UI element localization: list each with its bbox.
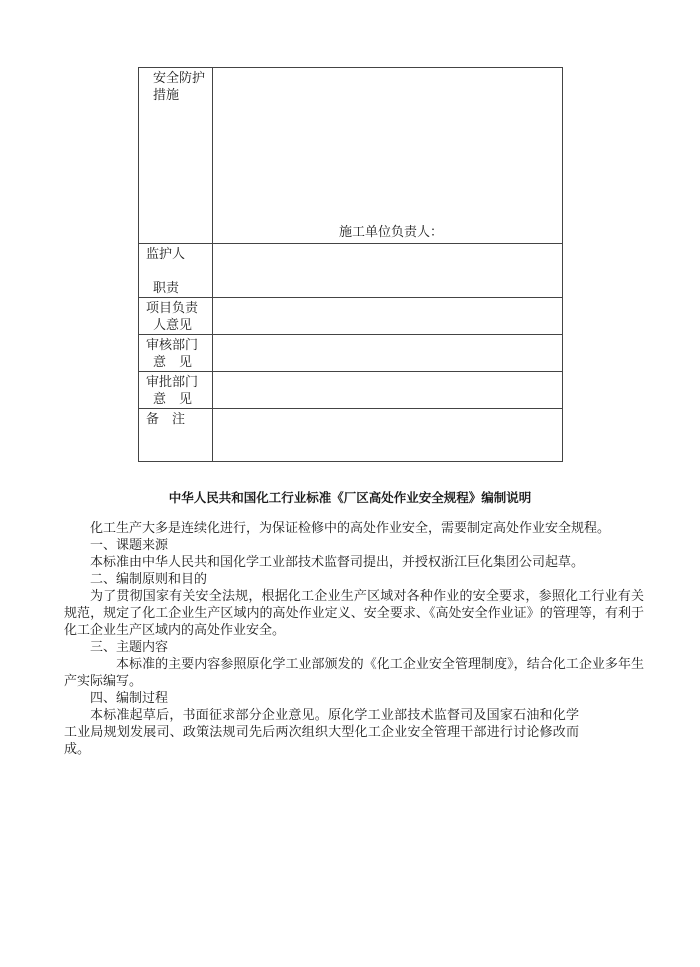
guardian-duties-row	[139, 244, 563, 298]
label-line: 安全防护	[153, 71, 206, 86]
label-line: 意 见	[153, 355, 193, 370]
label-line: 意 见	[153, 392, 193, 407]
label-line: 人意见	[153, 318, 193, 333]
remarks-label	[139, 409, 213, 462]
label-line: 职责	[153, 281, 180, 296]
section-heading: 三、主题内容	[90, 640, 169, 655]
project-leader-opinion-row	[139, 298, 563, 335]
construction-unit-signer-label: 施工单位负责人：	[339, 225, 444, 240]
paragraph: 本标准由中华人民共和国化学工业部技术监督司提出，并授权浙江巨化集团公司起草。	[90, 555, 585, 570]
safety-measures-field[interactable]	[213, 68, 563, 244]
audit-dept-opinion-label	[139, 335, 213, 372]
label-line: 审核部门	[146, 338, 199, 353]
approval-dept-opinion-row	[139, 372, 563, 409]
project-leader-opinion-field[interactable]	[213, 298, 563, 335]
label-line: 监护人	[146, 247, 186, 262]
safety-measures-row	[139, 68, 563, 244]
audit-dept-opinion-row	[139, 335, 563, 372]
section-heading: 四、编制过程	[90, 691, 169, 706]
paragraph: 本标准起草后，书面征求部分企业意见。原化学工业部技术监督司及国家石油和化学工业局规划发展司、政策法规司先后两次组织大型化工企业安全管理干部进行讨论修改而成。	[64, 708, 579, 757]
work-permit-form-table	[138, 67, 563, 462]
document-body	[64, 520, 644, 758]
label-line: 审批部门	[146, 375, 199, 390]
audit-dept-opinion-field[interactable]	[213, 335, 563, 372]
approval-dept-opinion-label	[139, 372, 213, 409]
section-heading: 二、编制原则和目的	[90, 572, 208, 587]
paragraph: 为了贯彻国家有关安全法规，根据化工企业生产区域对各种作业的安全要求，参照化工行业有关规范，规定了化工企业生产区域内的高处作业定义、安全要求、《高处安全作业证》的管理等，有利于化工企业生产区域内的高处作业安全。	[64, 589, 644, 638]
label-line: 备 注	[146, 412, 186, 427]
paragraph: 化工生产大多是连续化进行，为保证检修中的高处作业安全，需要制定高处作业安全规程。	[90, 521, 611, 536]
section-heading: 一、课题来源	[90, 538, 169, 553]
guardian-duties-label	[139, 244, 213, 298]
guardian-duties-field[interactable]	[213, 244, 563, 298]
label-line: 措施	[153, 88, 180, 103]
remarks-field[interactable]	[213, 409, 563, 462]
paragraph: 本标准的主要内容参照原化学工业部颁发的《化工企业安全管理制度》，结合化工企业多年生产实际编写。	[64, 657, 644, 689]
project-leader-opinion-label	[139, 298, 213, 335]
label-line: 项目负责	[146, 301, 199, 316]
document-title: 中华人民共和国化工行业标准《厂区高处作业安全规程》编制说明	[168, 490, 532, 505]
approval-dept-opinion-field[interactable]	[213, 372, 563, 409]
safety-measures-label	[139, 68, 213, 244]
remarks-row	[139, 409, 563, 462]
